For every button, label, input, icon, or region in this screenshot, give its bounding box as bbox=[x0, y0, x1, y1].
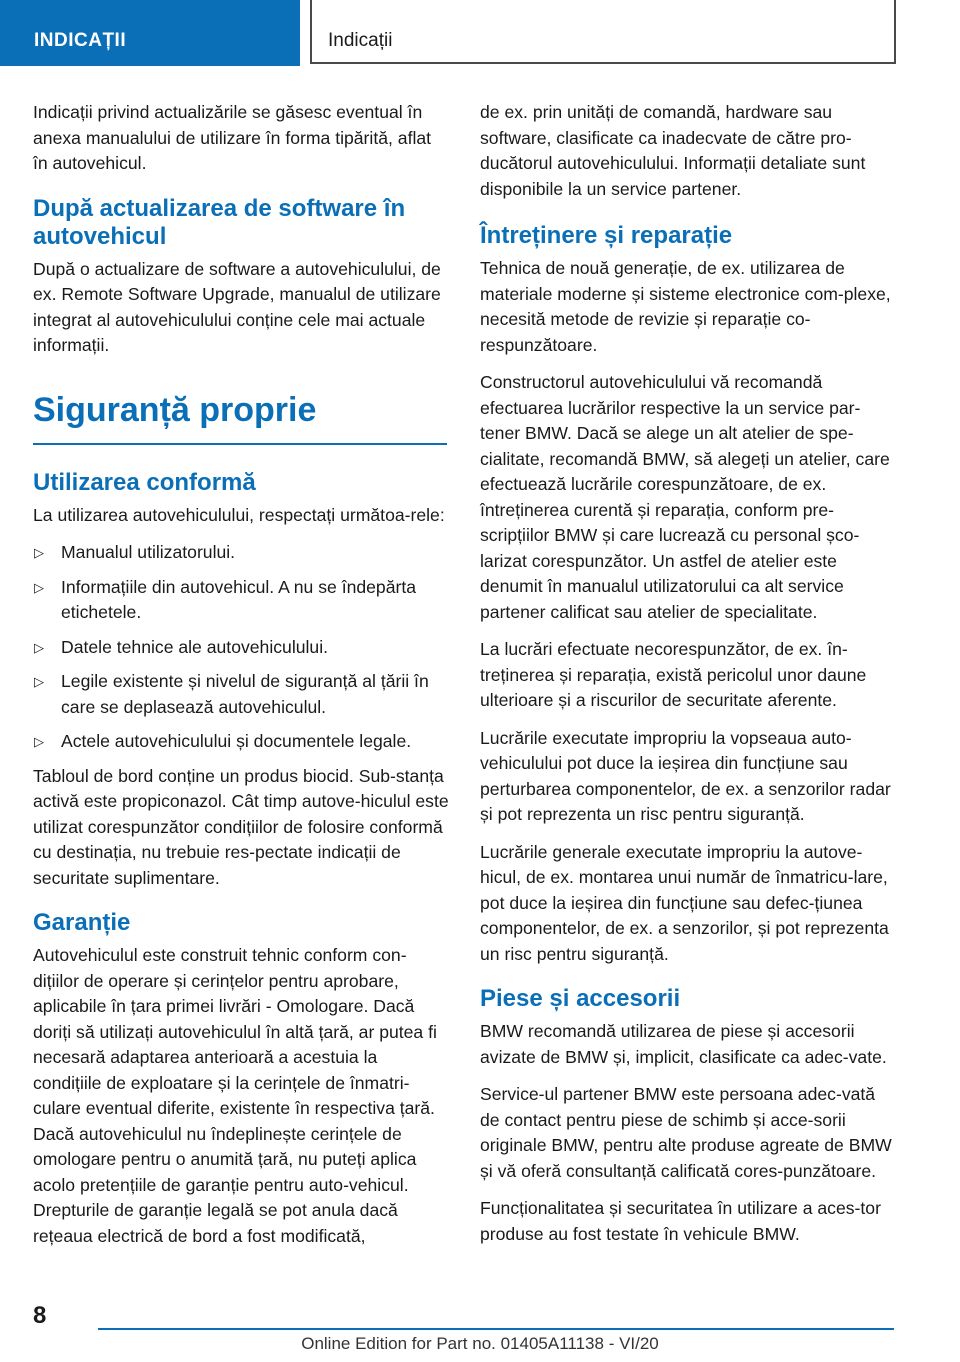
list-item: ▷ Manualul utilizatorului. bbox=[33, 540, 449, 566]
maintenance-text-1: Tehnica de nouă generație, de ex. utilizarea de materiale moderne și sisteme electronice com-plexe, necesită metode de revizie și reparație co-respunzătoare. bbox=[480, 258, 891, 355]
heading-software-update: După actualizarea de software în autovehicul bbox=[33, 194, 406, 250]
heading-maintenance: Întreținere și reparație bbox=[480, 222, 733, 249]
update-note: Indicații privind actualizările se găsesc eventual în anexa manualului de utilizare în forma tipărită, aflat în autovehicul. bbox=[33, 102, 432, 173]
intended-use-text: La utilizarea autovehiculului, respectați următoa-rele: bbox=[33, 504, 445, 525]
warranty-continued-text: de ex. prin unități de comandă, hardware sau software, clasificate ca inadecvate de către pro-ducătorul autovehiculului. Informații detaliate sunt disponibile la un service partener. bbox=[480, 102, 866, 199]
footer-edition: Online Edition for Part no. 01405A11138 - VI/20 bbox=[301, 1334, 659, 1353]
triangle-bullet-icon: ▷ bbox=[34, 579, 44, 595]
intended-use-list bbox=[33, 540, 449, 755]
list-item: ▷ Datele tehnice ale autovehiculului. bbox=[33, 635, 449, 661]
section-tab: INDICAȚII bbox=[0, 0, 300, 66]
right-column bbox=[480, 100, 896, 1259]
warranty-text: Autovehiculul este construit tehnic conform con-dițiilor de operare și cerințelor pentru aprobare, aplicabile în țara primei livrări - Omologare. Dacă doriți să utilizați autovehiculul în altă țară, ar putea fi necesară adaptarea anterioară a acestuia la condițiile de exploatare și la cerințele de înmatri-culare eventual diferite, existente în respectiva țară. Dacă autovehiculul nu îndeplinește cerințele de omologare pentru o anumită țară, nu puteți aplica acolo pretențiile de garanție pentru auto-vehicul. Drepturile de garanție legală se pot anula dacă rețeaua electrică de bord a fost modificată, bbox=[33, 945, 437, 1246]
maintenance-text-2: Constructorul autovehiculului vă recomandă efectuarea lucrărilor respective la un service par-tener BMW. Dacă se alege un alt atelier de spe-cialitate, recomandă BMW, să alegeți un atelier, care efectuează lucrările corespunzătoare, de ex. întreținerea curentă și reparația, conform pre-scripțiilor BMW și care lucrează cu personal șco-larizat corespunzător. Un astfel de atelier este denumit în manualul utilizatorului ca alt service partener calificat sau atelier de specialitate. bbox=[480, 372, 890, 622]
maintenance-text-5: Lucrările generale executate impropriu la autove-hicul, de ex. montarea unui număr de înmatricu-lare, pot duce la ieșirea din funcțiune sau defec-țiunea componentelor, de ex. a senzorilor, și pot reprezenta un risc pentru siguranță. bbox=[480, 841, 889, 964]
heading-parts-accessories: Piese și accesorii bbox=[480, 985, 681, 1012]
list-item: ▷ Actele autovehiculului și documentele legale. bbox=[33, 729, 449, 755]
parts-text-1: BMW recomandă utilizarea de piese și accesorii avizate de BMW și, implicit, clasificate ca adec-vate. bbox=[480, 1021, 887, 1067]
left-column bbox=[33, 100, 449, 1261]
page-number: 8 bbox=[33, 1302, 47, 1329]
page-header-title: Indicații bbox=[310, 0, 896, 64]
biocide-text: Tabloul de bord conține un produs biocid. Sub-stanța activă este propiconazol. Cât timp autove-hiculul este utilizat corespunzător condițiilor de folosire conformă cu destinația, nu trebuie res-pectate indicații de securitate suplimentare. bbox=[33, 765, 449, 888]
triangle-bullet-icon: ▷ bbox=[34, 674, 44, 689]
heading-intended-use: Utilizarea conformă bbox=[33, 468, 256, 496]
maintenance-text-3: La lucrări efectuate necorespunzător, de ex. în-treținerea și reparația, există pericolul unor daune ulterioare și a riscurilor de securitate aferente. bbox=[480, 639, 867, 710]
footer-divider bbox=[98, 1328, 894, 1330]
triangle-bullet-icon: ▷ bbox=[34, 545, 44, 560]
triangle-bullet-icon: ▷ bbox=[34, 639, 44, 655]
heading-warranty: Garanție bbox=[33, 909, 131, 936]
heading-own-safety: Siguranță proprie bbox=[33, 389, 447, 445]
parts-text-2: Service-ul partener BMW este persoana adec-vată de contact pentru piese de schimb și acce-sorii originale BMW, pentru alte produse agreate de BMW și vă oferă consultanță calificată cores-punzătoare. bbox=[480, 1084, 892, 1181]
list-item: ▷ Informațiile din autovehicul. A nu se îndepărta etichetele. bbox=[34, 576, 417, 622]
list-item: ▷ Legile existente și nivelul de siguranță al țării în care se deplasează autovehiculul. bbox=[34, 671, 429, 717]
maintenance-text-4: Lucrările executate impropriu la vopseaua auto-vehiculului pot duce la ieșirea din funcțiune sau perturbarea componentelor, de ex. a senzorilor radar și pot reprezenta un risc pentru siguranță. bbox=[480, 727, 891, 824]
triangle-bullet-icon: ▷ bbox=[34, 734, 44, 749]
software-update-text: După o actualizare de software a autovehiculului, de ex. Remote Software Upgrade, manualul de utilizare integrat al autovehiculului conține cele mai actuale informații. bbox=[33, 258, 441, 355]
parts-text-3: Funcționalitatea și securitatea în utilizare a aces-tor produse au fost testate în vehicule BMW. bbox=[480, 1198, 881, 1244]
